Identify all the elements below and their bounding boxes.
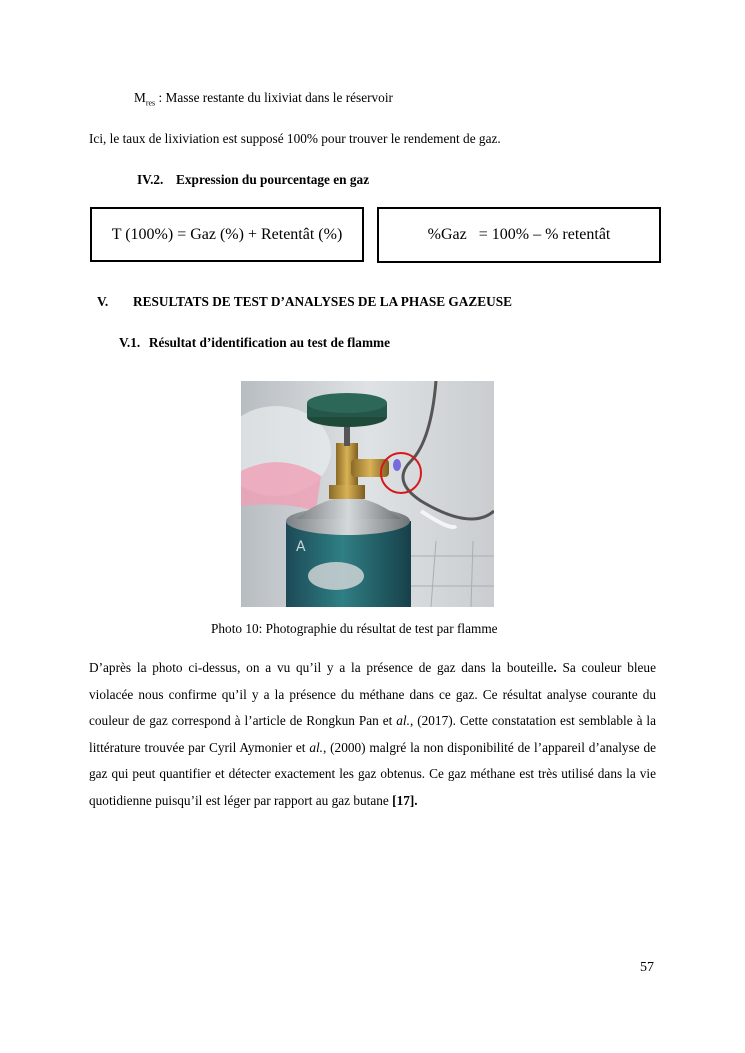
paragraph-bold-period: . <box>553 660 557 675</box>
section-v-number: V. <box>97 294 109 309</box>
formula-total: T (100%) = Gaz (%) + Retentât (%) <box>111 225 343 243</box>
section-v-title: RESULTATS DE TEST D’ANALYSES DE LA PHASE GAZEUSE <box>133 294 512 309</box>
flame-test-illustration <box>241 381 494 607</box>
section-iv2-number: IV.2. <box>137 172 164 187</box>
paragraph-part-4: , (2000) malgré la non disponibilité de l’appareil d’analyse de gaz qui peut quantifier et détecter exactement les gaz obtenus. Ce gaz méthane est très utilisé dans la vie quotidienne puisqu’il est léger par rapport au gaz butane <box>89 739 657 808</box>
section-v1-number: V.1. <box>119 335 141 350</box>
result-paragraph <box>89 655 656 815</box>
section-v1-heading <box>119 335 390 351</box>
section-iv2-heading <box>137 172 369 188</box>
photo-caption: Photo 10: Photographie du résultat de test par flamme <box>211 621 498 636</box>
formula-box-total <box>90 207 364 262</box>
paragraph-part-1: D’après la photo ci-dessus, on a vu qu’il y a la présence de gaz dans la bouteille <box>89 660 554 675</box>
paragraph-etal-2: al. <box>309 739 323 755</box>
page-number: 57 <box>640 960 654 975</box>
formula-gas: %Gaz = 100% – % retentât <box>427 226 611 243</box>
mres-subscript: res <box>145 98 156 108</box>
leaching-rate-sentence: Ici, le taux de lixiviation est supposé 100% pour trouver le rendement de gaz. <box>89 131 501 146</box>
svg-text:A: A <box>296 539 306 555</box>
section-v1-title: Résultat d’identification au test de flamme <box>148 335 391 350</box>
mres-definition <box>134 90 393 108</box>
mres-symbol: M <box>134 90 146 105</box>
section-iv2-title: Expression du pourcentage en gaz <box>176 172 370 187</box>
formula-box-gas <box>377 207 661 263</box>
paragraph-reference: [17]. <box>392 792 418 808</box>
mres-text: : Masse restante du lixiviat dans le réservoir <box>155 90 393 105</box>
paragraph-part-2: Sa couleur bleue violacée nous confirme qu’il y a la présence du méthane dans ce gaz. Ce résultat analyse courante du couleur de gaz correspond à l’article de Rongkun Pan et <box>89 660 656 729</box>
flame-test-photo <box>241 381 494 607</box>
paragraph-part-3: , (2017). Cette constatation est semblable à la littérature trouvée par Cyril Aymonier et <box>89 713 656 755</box>
paragraph-etal-1: al. <box>396 713 410 729</box>
